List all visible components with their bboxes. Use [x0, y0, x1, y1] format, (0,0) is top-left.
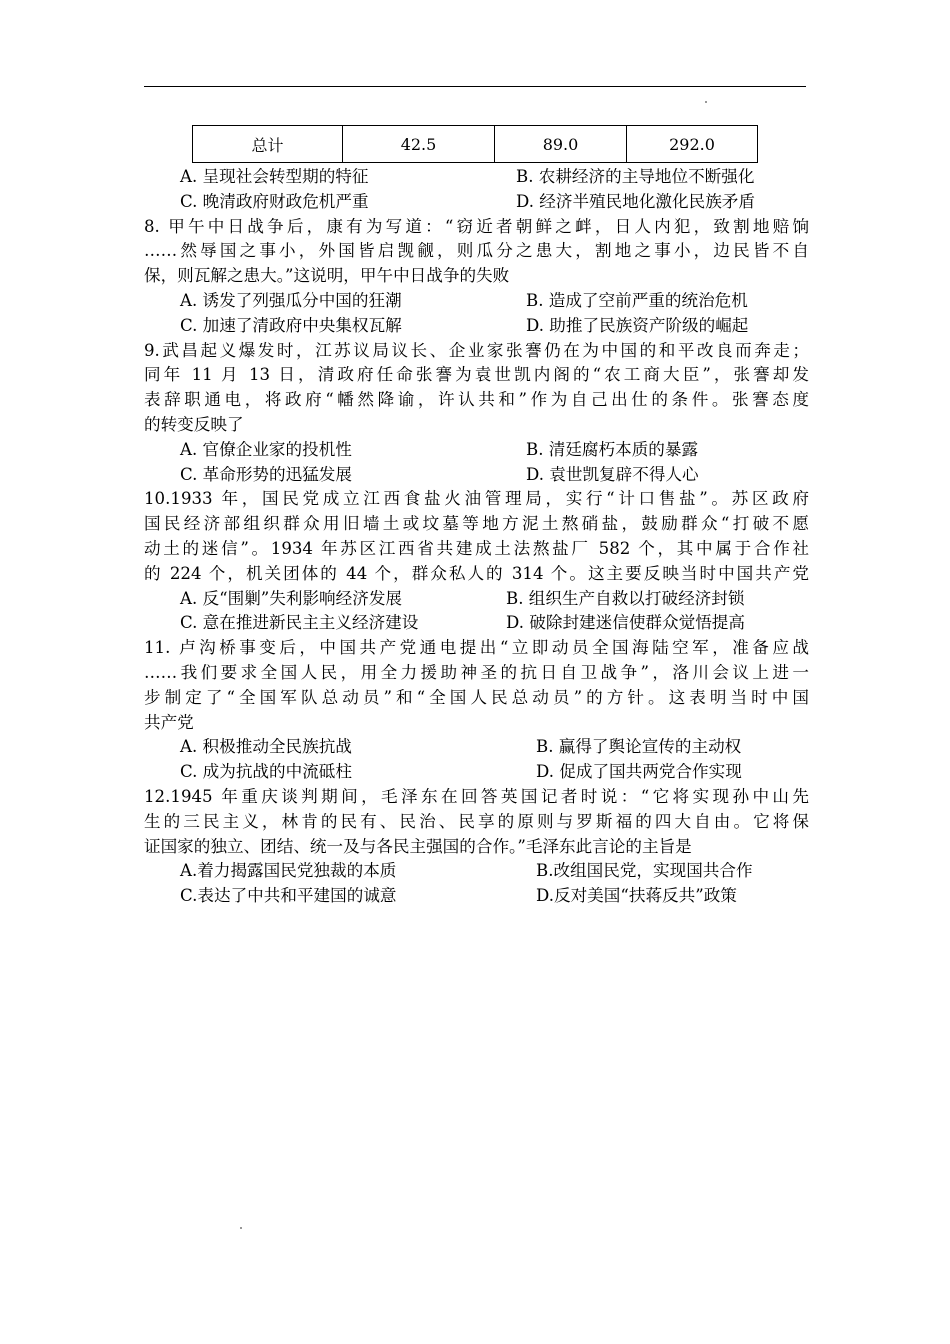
q7-option-a[interactable]: A. 呈现社会转型期的特征	[180, 167, 369, 186]
q11-stem-line: 步制定了“全国军队总动员”和“全国人民总动员”的方针。这表明当时中国	[144, 687, 809, 707]
q9-option-a[interactable]: A. 官僚企业家的投机性	[180, 439, 352, 459]
question-content	[144, 165, 809, 909]
q10-option-a[interactable]: A. 反“围剿”失利影响经济发展	[180, 588, 403, 608]
q9-option-d[interactable]: D. 袁世凯复辟不得人心	[526, 464, 699, 484]
q8-option-d[interactable]: D. 助推了民族资产阶级的崛起	[526, 315, 749, 335]
q10-option-d[interactable]: D. 破除封建迷信使群众觉悟提高	[506, 613, 745, 633]
table-cell-value: 42.5	[343, 126, 495, 163]
q9-option-c[interactable]: C. 革命形势的迅猛发展	[180, 464, 352, 484]
q11-stem-line: ……我们要求全国人民，用全力援助神圣的抗日自卫战争”，洛川会议上进一	[144, 662, 809, 682]
q12-option-a[interactable]: A.着力揭露国民党独裁的本质	[180, 861, 397, 881]
q11-option-b[interactable]: B. 赢得了舆论宣传的主动权	[536, 737, 742, 757]
q11-option-a[interactable]: A. 积极推动全民族抗战	[180, 737, 352, 757]
q9-stem-line: 的转变反映了	[144, 414, 244, 434]
q8-stem-line: ……然辱国之事小，外国皆启觊觎，则瓜分之患大，割地之事小，边民皆不自	[144, 241, 809, 261]
q12-option-row	[144, 859, 809, 884]
q7-option-d[interactable]: D. 经济半殖民地化激化民族矛盾	[516, 191, 755, 211]
q10-option-b[interactable]: B. 组织生产自救以打破经济封锁	[506, 588, 745, 608]
total-table	[192, 125, 758, 163]
q12-option-c[interactable]: C.表达了中共和平建国的诚意	[180, 886, 397, 906]
q11-option-c[interactable]: C. 成为抗战的中流砥柱	[180, 762, 352, 782]
q12-option-b[interactable]: B.改组国民党，实现国共合作	[536, 861, 753, 881]
q7-option-row	[144, 165, 809, 190]
q12-option-row	[144, 884, 809, 909]
header-dot	[705, 101, 707, 103]
q12-stem-line: 生的三民主义，林肯的民有、民治、民享的原则与罗斯福的四大自由。它将保	[144, 811, 809, 831]
q9-stem-line: 表辞职通电，将政府“幡然降谕，许认共和”作为自己出仕的条件。张謇态度	[144, 390, 809, 410]
table-cell-value: 89.0	[495, 126, 627, 163]
q12-option-d[interactable]: D.反对美国“扶蒋反共”政策	[536, 886, 737, 906]
q8-option-row	[144, 289, 809, 314]
q9-option-b[interactable]: B. 清廷腐朽本质的暴露	[526, 439, 699, 459]
q10-option-c[interactable]: C. 意在推进新民主主义经济建设	[180, 613, 419, 633]
q10-stem-line: 的 224 个，机关团体的 44 个，群众私人的 314 个。这主要反映当时中国共产党	[144, 563, 809, 583]
q8-option-b[interactable]: B. 造成了空前严重的统治危机	[526, 290, 748, 310]
q10-stem-line: 动土的迷信”。1934 年苏区江西省共建成土法熬盐厂 582 个，其中属于合作社	[144, 538, 809, 558]
table-cell-value: 292.0	[627, 126, 758, 163]
q8-option-a[interactable]: A. 诱发了列强瓜分中国的狂潮	[180, 290, 402, 310]
q10-stem-line: 国民经济部组织群众用旧墙土或坟墓等地方泥土熬硝盐，鼓励群众“打破不愿	[144, 514, 809, 534]
q8-stem-line: 8. 甲午中日战争后，康有为写道：“窃近者朝鲜之衅，日人内犯，致割地赔饷	[144, 216, 809, 236]
q9-option-row	[144, 438, 809, 463]
q11-option-row	[144, 735, 809, 760]
q10-option-row	[144, 587, 809, 612]
footer-dot	[240, 1227, 242, 1229]
q9-option-row	[144, 463, 809, 488]
q8-stem-line: 保，则瓦解之患大。”这说明，甲午中日战争的失败	[144, 266, 510, 286]
q9-stem-line: 同年 11 月 13 日，清政府任命张謇为袁世凯内阁的“农工商大臣”，张謇却发	[144, 365, 809, 385]
q7-option-row	[144, 190, 809, 215]
q11-option-row	[144, 760, 809, 785]
header-rule	[144, 86, 806, 87]
q11-stem-line: 11. 卢沟桥事变后，中国共产党通电提出“立即动员全国海陆空军，准备应战	[144, 638, 809, 658]
q11-stem-line: 共产党	[144, 712, 194, 732]
table-row	[193, 126, 758, 163]
q10-option-row	[144, 611, 809, 636]
table-cell-label: 总计	[193, 126, 343, 163]
q9-stem-line: 9.武昌起义爆发时，江苏议局议长、企业家张謇仍在为中国的和平改良而奔走；	[144, 340, 809, 360]
q11-option-d[interactable]: D. 促成了国共两党合作实现	[536, 762, 742, 782]
q7-option-b[interactable]: B. 农耕经济的主导地位不断强化	[516, 167, 755, 186]
q7-option-c[interactable]: C. 晚清政府财政危机严重	[180, 191, 369, 211]
q8-option-c[interactable]: C. 加速了清政府中央集权瓦解	[180, 315, 402, 335]
q8-option-row	[144, 314, 809, 339]
q10-stem-line: 10.1933 年，国民党成立江西食盐火油管理局，实行“计口售盐”。苏区政府	[144, 489, 809, 509]
q12-stem-line: 12.1945 年重庆谈判期间，毛泽东在回答英国记者时说：“它将实现孙中山先	[144, 786, 809, 806]
q12-stem-line: 证国家的独立、团结、统一及与各民主强国的合作。”毛泽东此言论的主旨是	[144, 836, 692, 856]
